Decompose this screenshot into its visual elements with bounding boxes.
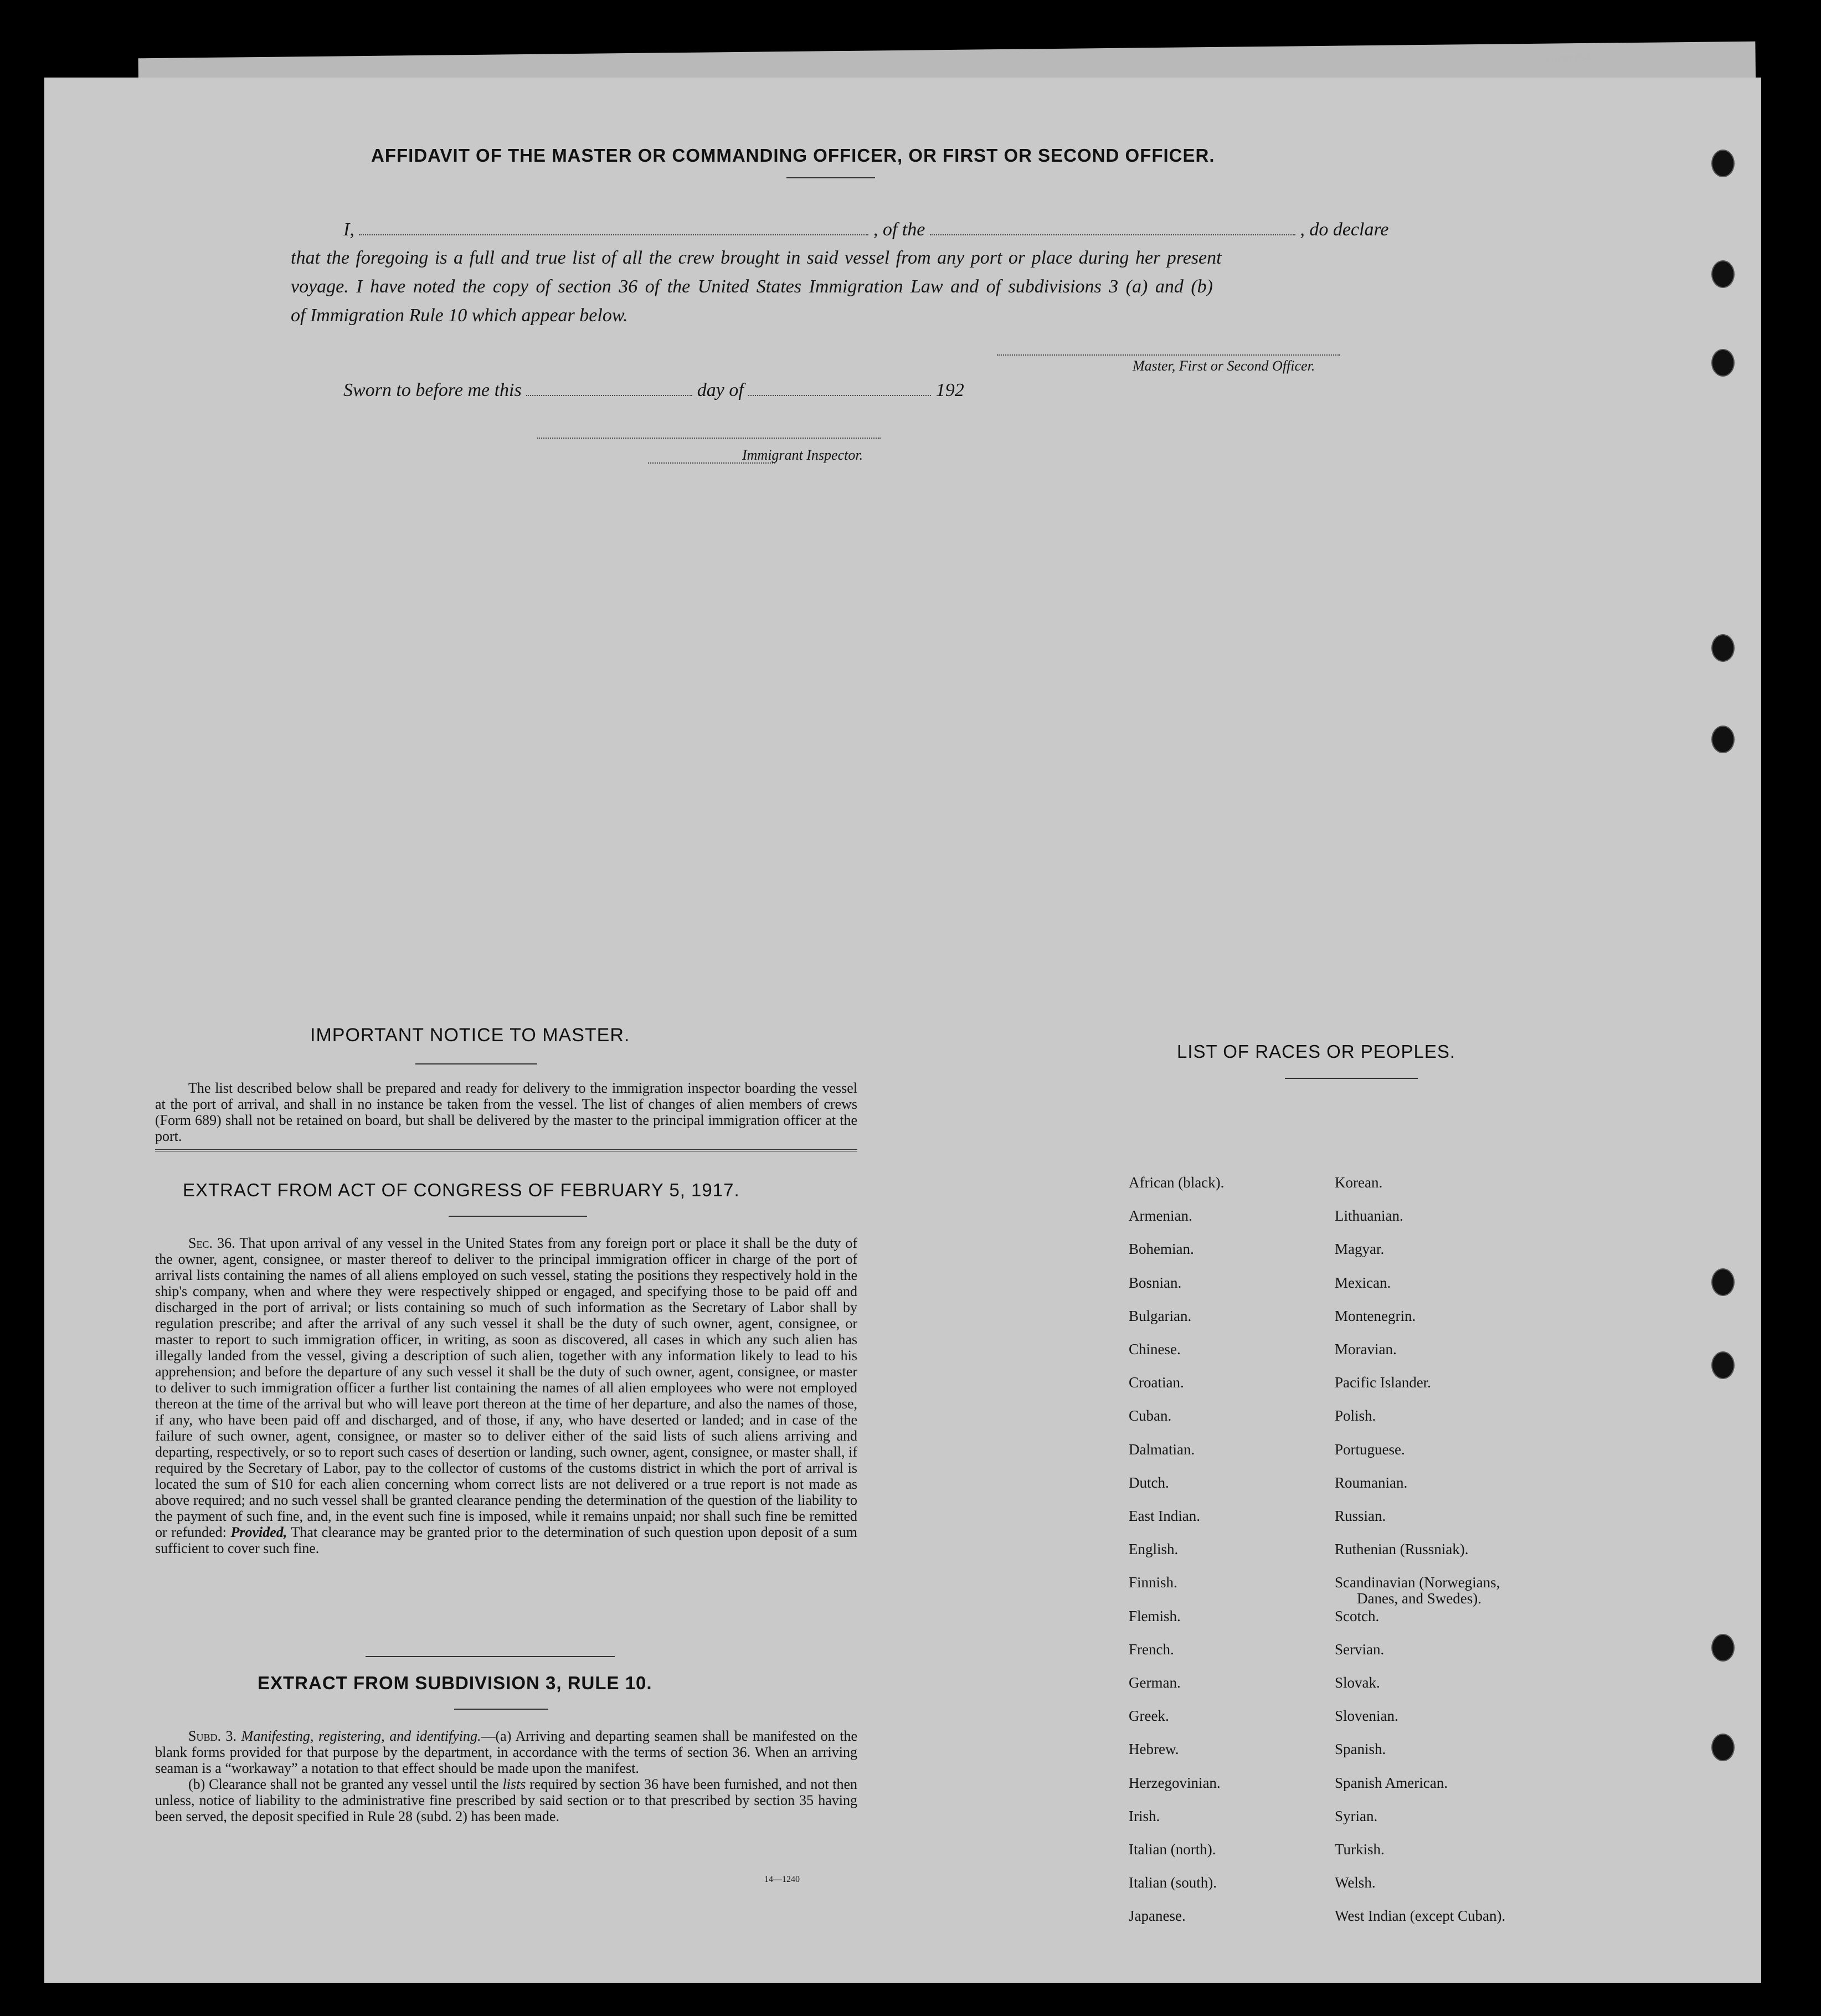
- race-right-item: Slovenian.: [1335, 1708, 1398, 1725]
- affidavit-line-4: of Immigration Rule 10 which appear below.: [291, 305, 628, 326]
- master-signature-line[interactable]: [997, 354, 1340, 356]
- rule-extract-text: [155, 1728, 857, 1824]
- binder-hole: [1711, 150, 1735, 177]
- master-signature-label: Master, First or Second Officer.: [1133, 358, 1315, 374]
- sworn-date-field[interactable]: [526, 379, 692, 396]
- race-left-item: Dutch.: [1129, 1474, 1169, 1491]
- affidavit-declare-label: , do declare: [1300, 219, 1389, 240]
- sworn-line: [343, 379, 964, 401]
- race-left-item: Dalmatian.: [1129, 1441, 1195, 1458]
- inspector-signature-line-upper[interactable]: [537, 438, 881, 439]
- affidavit-line-1: [343, 219, 1389, 240]
- rule-extract-title: EXTRACT FROM SUBDIVISION 3, RULE 10.: [258, 1673, 652, 1693]
- affidavit-i-label: I,: [343, 219, 354, 240]
- binder-hole: [1711, 1734, 1735, 1761]
- race-right-item: Scandinavian (Norwegians,: [1335, 1574, 1500, 1591]
- races-title: LIST OF RACES OR PEOPLES.: [1177, 1041, 1456, 1062]
- subd-para-b-prefix: (b) Clearance shall not be granted any vessel until the: [188, 1776, 499, 1792]
- affidavit-line-3: voyage. I have noted the copy of section 36 of the United States Immigration Law and of subdivisions 3 (a) and (b): [291, 276, 1213, 297]
- race-left-item: Cuban.: [1129, 1407, 1172, 1424]
- race-left-item: East Indian.: [1129, 1508, 1200, 1524]
- race-left-item: Greek.: [1129, 1708, 1169, 1725]
- vessel-name-field[interactable]: [930, 219, 1295, 235]
- race-left-item: Hebrew.: [1129, 1741, 1179, 1758]
- race-left-item: French.: [1129, 1640, 1174, 1658]
- race-right-item: Ruthenian (Russniak).: [1335, 1541, 1469, 1558]
- act-section-text: That upon arrival of any vessel in the United States from any foreign port or place it shall be the duty of the owner, agent, consignee, or master thereof to deliver to the principal immigration officer in charge of the port of arrival lists containing the names of all aliens employed on such vessel, stating the positions they respectively hold in the ship's company, when and where they were respectively shipped or engaged, and specifying those to be paid off and discharged in the port of arrival; or lists containing so much of such information as the Secretary of Labor shall by regulation prescribe; and after the arrival of any such vessel it shall be the duty of such owner, agent, consignee, or master to report to such immigration officer, in writing, as soon as discovered, all cases in which any such alien has illegally landed from the vessel, giving a description of such alien, together with any information likely to lead to his apprehension; and before the departure of any such vessel it shall be the duty of such owner, agent, consignee, or master to deliver to such immigration officer a further list containing the names of all alien employees who were not employed thereon at the time of the arrival but who will leave port thereon at the time of her departure, and also the names of those, if any, who have been paid off and discharged, and of those, if any, who have deserted or landed; and in case of the failure of such owner, agent, consignee, or master so to deliver either of the said lists of such aliens arriving and departing, respectively, or so to report such cases of desertion or landing, such owner, agent, consignee, or master shall, if required by the Secretary of Labor, pay to the collector of customs of the customs district in which the port of arrival is located the sum of $10 for each alien concerning whom correct lists are not delivered or a true report is not made as above required; and no such vessel shall be granted clearance pending the determination of the question of the liability to the payment of such fine, and, in the event such fine is imposed, while it remains unpaid; nor shall such fine be remitted or refunded:: [155, 1235, 858, 1540]
- print-code: 14—1240: [764, 1875, 800, 1884]
- subd-heading: Manifesting, registering, and identifying.: [241, 1728, 481, 1744]
- act-extract-title: EXTRACT FROM ACT OF CONGRESS OF FEBRUARY 5, 1917.: [183, 1180, 740, 1200]
- binder-hole: [1711, 1351, 1735, 1379]
- binder-hole: [1711, 1634, 1735, 1662]
- race-right-item: Scotch.: [1335, 1607, 1380, 1624]
- race-right-item: Polish.: [1335, 1407, 1376, 1424]
- race-left-item: Italian (south).: [1129, 1874, 1217, 1891]
- notice-title-rule: [415, 1063, 537, 1064]
- document-sheet: [44, 78, 1761, 1983]
- race-right-item: Pacific Islander.: [1335, 1374, 1431, 1391]
- race-right-item: Turkish.: [1335, 1841, 1385, 1858]
- notice-title: IMPORTANT NOTICE TO MASTER.: [310, 1025, 630, 1046]
- race-right-item: Montenegrin.: [1335, 1307, 1416, 1324]
- affidavit-title-rule: [786, 177, 875, 178]
- affidavit-line-2: that the foregoing is a full and true list of all the crew brought in said vessel from any port or place during her present: [291, 248, 1222, 268]
- race-right-item: Roumanian.: [1335, 1474, 1408, 1491]
- notice-end-rule: [155, 1149, 857, 1151]
- affidavit-title: AFFIDAVIT OF THE MASTER OR COMMANDING OFFICER, OR FIRST OR SECOND OFFICER.: [371, 145, 1215, 166]
- sworn-month-field[interactable]: [748, 379, 931, 396]
- subd-label: Subd. 3.: [188, 1728, 237, 1744]
- race-left-item: Finnish.: [1129, 1574, 1177, 1591]
- race-right-item: Portuguese.: [1335, 1441, 1405, 1458]
- race-left-item: Italian (north).: [1129, 1841, 1216, 1858]
- race-left-item: German.: [1129, 1674, 1181, 1691]
- race-right-item: Moravian.: [1335, 1341, 1397, 1357]
- act-section-label: Sec. 36.: [188, 1235, 235, 1251]
- act-proviso-text: That clearance may be granted prior to the determination of such question upon deposit of a sum sufficient to cover such fine.: [155, 1524, 858, 1556]
- inspector-label: Immigrant Inspector.: [742, 447, 863, 463]
- sworn-year-label: 192: [935, 380, 964, 400]
- binder-hole: [1711, 349, 1735, 377]
- race-right-continuation: Danes, and Swedes).: [1357, 1590, 1482, 1607]
- act-extract-text: [155, 1235, 857, 1556]
- declarant-name-field[interactable]: [359, 219, 868, 235]
- race-left-item: Chinese.: [1129, 1341, 1181, 1357]
- races-title-rule: [1285, 1078, 1418, 1079]
- race-right-item: Russian.: [1335, 1508, 1386, 1524]
- race-left-item: Flemish.: [1129, 1607, 1181, 1624]
- binder-hole: [1711, 260, 1735, 288]
- act-extract-end-rule: [366, 1656, 615, 1657]
- race-left-item: Bulgarian.: [1129, 1307, 1192, 1324]
- race-left-item: Herzegovinian.: [1129, 1774, 1221, 1791]
- sworn-day-label: day of: [697, 380, 744, 400]
- affidavit-vessel-label: , of the: [873, 219, 925, 240]
- race-left-item: Japanese.: [1129, 1907, 1186, 1925]
- race-left-item: Armenian.: [1129, 1207, 1192, 1225]
- subd-para-b-rest: required by section 36 have been furnished, and not then unless, notice of liability to the administrative fine prescribed by said section or to that prescribed by section 35 having been served, the deposit specified in Rule 28 (subd. 2) has been made.: [155, 1776, 858, 1824]
- act-extract-title-rule: [449, 1216, 587, 1217]
- race-right-item: Servian.: [1335, 1640, 1385, 1658]
- race-right-item: Lithuanian.: [1335, 1207, 1403, 1225]
- race-left-item: English.: [1129, 1541, 1179, 1558]
- notice-paragraph: The list described below shall be prepared and ready for delivery to the immigration inspector boarding the vessel at the port of arrival, and shall in no instance be taken from the vessel. The list of changes of alien members of crews (Form 689) shall not be retained on board, but shall be delivered by the master to the principal immigration officer at the port.: [155, 1080, 857, 1144]
- race-left-item: Bosnian.: [1129, 1274, 1182, 1291]
- race-left-item: Croatian.: [1129, 1374, 1184, 1391]
- subd-para-b-lists: lists: [502, 1776, 526, 1792]
- binder-hole: [1711, 1268, 1735, 1296]
- binder-hole: [1711, 726, 1735, 753]
- form-number: Form 694.: [1545, 52, 1594, 64]
- sworn-label: Sworn to before me this: [343, 380, 522, 400]
- race-right-item: Spanish.: [1335, 1741, 1386, 1758]
- race-right-item: Mexican.: [1335, 1274, 1391, 1291]
- binder-hole: [1711, 634, 1735, 662]
- race-right-item: West Indian (except Cuban).: [1335, 1907, 1506, 1925]
- race-right-item: Welsh.: [1335, 1874, 1376, 1891]
- race-left-item: Bohemian.: [1129, 1241, 1194, 1258]
- race-right-item: Spanish American.: [1335, 1774, 1448, 1791]
- race-left-item: African (black).: [1129, 1174, 1225, 1191]
- race-right-item: Korean.: [1335, 1174, 1383, 1191]
- race-left-item: Irish.: [1129, 1807, 1160, 1824]
- race-right-item: Slovak.: [1335, 1674, 1380, 1691]
- subd-para-a: —(a) Arriving and departing seamen shall be manifested on the blank forms provided for that purpose by the department, in accordance with the terms of section 36. When an arriving seaman is a “workaway” a notation to that effect should be made upon the manifest.: [155, 1728, 857, 1776]
- rule-extract-title-rule: [454, 1709, 548, 1710]
- race-right-item: Syrian.: [1335, 1807, 1378, 1824]
- race-right-item: Magyar.: [1335, 1241, 1385, 1258]
- notice-text: [155, 1080, 857, 1144]
- act-proviso-label: Provided,: [230, 1524, 287, 1540]
